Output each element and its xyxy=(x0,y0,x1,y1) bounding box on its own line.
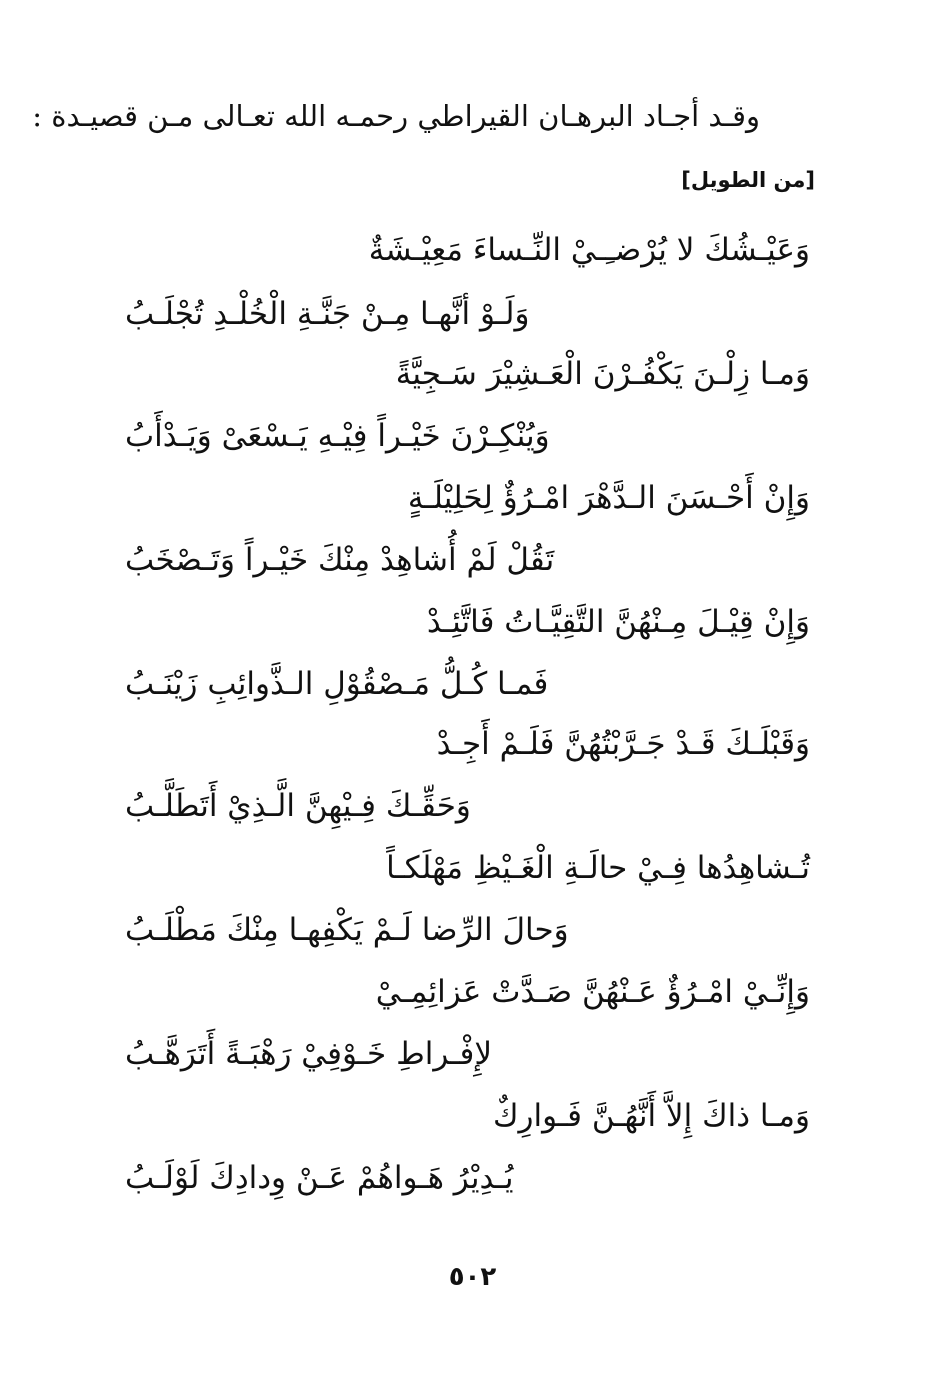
verse-5-second-hemistich: وَحَقِّـكَ فِـيْهِنَّ الَّـذِيْ أَتَطَلَّـبُ xyxy=(125,788,471,824)
verse-3-first-hemistich: وَإِنْ أَحْـسَنَ الـدَّهْرَ امْـرُؤٌ لِحَلِيْلَـةٍ xyxy=(407,480,810,516)
verse-1-first-hemistich: وَعَيْـشُكَ لا يُرْضـِـيْ النِّـساءَ مَعِيْـشَةٌ xyxy=(368,232,810,268)
verse-7-second-hemistich: لإِفْـراطِ خَـوْفِيْ رَهْبَـةً أَتَرَهَّـبُ xyxy=(125,1036,493,1072)
verse-8-first-hemistich: وَمـا ذاكَ إِلاَّ أَنَّهُـنَّ فَـوارِكٌ xyxy=(492,1098,810,1134)
verse-1-second-hemistich: وَلَـوْ أنَّهـا مِـنْ جَنَّـةِ الْخُلْـدِ تُجْلَـبُ xyxy=(125,296,530,332)
verse-2-second-hemistich: وَيُنْكِـرْنَ خَيْـراً فِيْـهِ يَـسْعَىْ وَيَـدْأَبُ xyxy=(125,418,550,454)
verse-6-second-hemistich: وَحالَ الرِّضا لَـمْ يَكْفِهـا مِنْكَ مَطْلَـبُ xyxy=(125,912,569,948)
verse-5-first-hemistich: وَقَبْلَـكَ قَـدْ جَـرَّبْتُهُنَّ فَلَـمْ أَجِـدْ xyxy=(436,726,810,762)
page-number: ٥٠٢ xyxy=(448,1262,497,1292)
verse-3-second-hemistich: تَقُلْ لَمْ أُشاهِدْ مِنْكَ خَيْـراً وَتَـصْخَبُ xyxy=(125,542,555,578)
verse-2-first-hemistich: وَمـا زِلْـنَ يَكْفُـرْنَ الْعَـشِيْرَ سَـجِيَّةً xyxy=(395,356,810,392)
verse-7-first-hemistich: وَإِنِّـيْ امْـرُؤٌ عَـنْهُنَّ صَـدَّتْ عَزائِمِـيْ xyxy=(375,974,810,1010)
verse-4-second-hemistich: فَمـا كُـلُّ مَـصْقُوْلِ الـذَّوائِبِ زَيْنَـبُ xyxy=(125,666,549,702)
verse-8-second-hemistich: يُـدِيْرُ هَـواهُمْ عَـنْ وِدادِكَ لَوْلَـبُ xyxy=(125,1160,514,1196)
intro-line: وقـد أجـاد البرهـان القيراطي رحمـه الله تعـالى مـن قصيـدة : xyxy=(32,99,760,133)
verse-4-first-hemistich: وَإِنْ قِيْـلَ مِـنْهُنَّ التَّقِيَّـاتُ فَاتَّئِـدْ xyxy=(426,604,810,640)
meter-label: [من الطويل] xyxy=(681,168,815,192)
verse-6-first-hemistich: تُـشاهِدُها فِـيْ حالَـةِ الْغَـيْظِ مَهْلَكـاً xyxy=(386,850,810,886)
